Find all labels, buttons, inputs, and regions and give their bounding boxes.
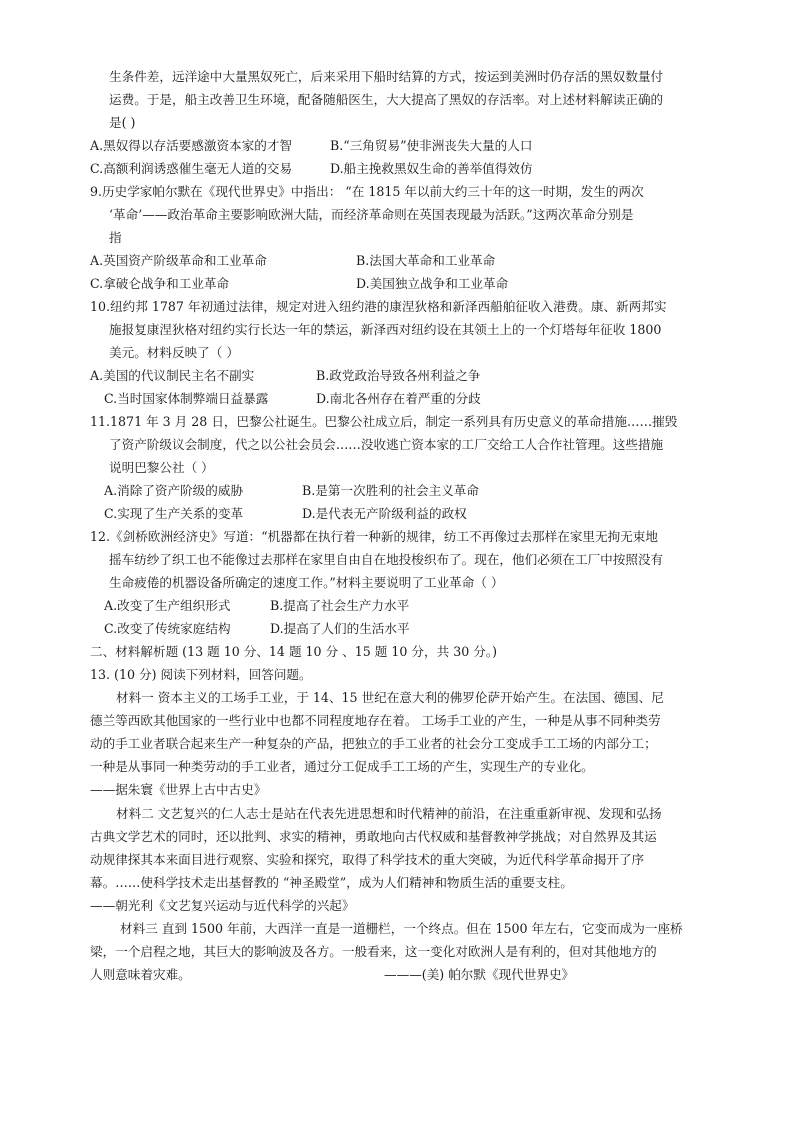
q13-material-2-line-3: 动规律探其本来面目进行观察、实验和探究，取得了科学技术的重大突破，为近代科学革命揭开了序 xyxy=(90,852,645,867)
q13-material-3-source: ———(美) 帕尔默《现代世界史》 xyxy=(384,967,575,982)
q13-material-1-source: ——据朱寰《世界上古中古史》 xyxy=(90,782,267,797)
q11-option-d: D.是代表无产阶级利益的政权 xyxy=(302,506,467,521)
q8-line-2: 运费。于是，船主改善卫生环境，配备随船医生，大大提高了黑奴的存活率。对上述材料解读正确的 xyxy=(109,92,664,107)
q8-option-b: B.“三角贸易”使非洲丧失大量的人口 xyxy=(330,138,533,153)
q13-material-2-line-1: 材料二 文艺复兴的仁人志士是站在代表先进思想和时代精神的前沿，在注重重新审视、发现和弘扬 xyxy=(116,806,662,821)
q10-option-b: B.政党政治导致各州利益之争 xyxy=(316,368,481,383)
q12-option-c: C.改变了传统家庭结构 xyxy=(104,621,231,636)
q9-line-2: ‘革命’——政治革命主要影响欧洲大陆，而经济革命则在英国表现最为活跃。”这两次革命分别是 xyxy=(109,207,634,222)
q12-option-a: A.改变了生产组织形式 xyxy=(104,598,231,613)
q8-option-d: D.船主挽救黑奴生命的善举值得效仿 xyxy=(330,161,533,176)
q13-material-1-line-2: 德兰等西欧其他国家的一些行业中也都不同程度地存在着。 工场手工业的产生，一种是从事不同种类劳 xyxy=(90,713,661,728)
q8-line-3: 是( ) xyxy=(109,115,136,130)
q12-line-1: 12.《剑桥欧洲经济史》写道：“机器都在执行着一种新的规律，纺工不再像过去那样在家里无拘无束地 xyxy=(90,529,658,544)
q12-line-2: 摇车纺纱了织工也不能像过去那样在家里自由自在地投梭织布了。现在，他们必须在工厂中按照没有 xyxy=(109,552,664,567)
q13-material-3-line-2: 梁，一个启程之地，其巨大的影响波及各方。一般看来，这一变化对欧洲人是有利的，但对其他地方的 xyxy=(90,944,657,959)
q13-material-1-line-3: 动的手工业者联合起来生产一种复杂的产品，把独立的手工业者的社会分工变成手工工场的内部分工； xyxy=(90,736,657,751)
q11-line-1: 11.1871 年 3 月 28 日，巴黎公社诞生。巴黎公社成立后，制定一系列具有历史意义的革命措施……摧毁 xyxy=(90,414,678,429)
q9-line-3: 指 xyxy=(109,230,122,245)
q10-option-d: D.南北各州存在着严重的分歧 xyxy=(316,391,481,406)
q13-material-2-line-2: 古典文学艺术的同时，还以批判、求实的精神，勇敢地向古代权威和基督教神学挑战；对自然界及其运 xyxy=(90,829,657,844)
q13-material-2-source: ——朝光利《文艺复兴运动与近代科学的兴起》 xyxy=(90,898,355,913)
q13-intro: 13. (10 分) 阅读下列材料，回答问题。 xyxy=(90,667,312,682)
q11-line-2: 了资产阶级议会制度，代之以公社会员会……没收逃亡资本家的工厂交给工人合作社管理。这些措施 xyxy=(109,437,664,452)
q11-option-a: A.消除了资产阶级的威胁 xyxy=(104,483,244,498)
q10-line-1: 10.纽约邦 1787 年初通过法律，规定对进入纽约港的康涅狄格和新泽西船舶征收入港费。康、新两邦实 xyxy=(90,299,667,314)
q12-option-b: B.提高了社会生产力水平 xyxy=(270,598,410,613)
q13-material-3-line-1: 材料三 直到 1500 年前，大西洋一直是一道栅栏，一个终点。但在 1500 年左右，它变而成为一座桥 xyxy=(120,921,683,936)
q9-option-c: C.拿破仑战争和工业革命 xyxy=(90,276,230,291)
q12-line-3: 生命疲倦的机器设备所确定的速度工作。”材料主要说明了工业革命（ ） xyxy=(109,575,504,590)
q10-line-3: 美元。材料反映了（ ） xyxy=(109,345,239,360)
q9-line-1: 9.历史学家帕尔默在《现代世界史》中指出： “在 1815 年以前大约三十年的这一时期，发生的两次 xyxy=(90,184,644,199)
q13-material-1-line-1: 材料一 资本主义的工场手工业，于 14、15 世纪在意大利的佛罗伦萨开始产生。在法国、德国、尼 xyxy=(116,690,664,705)
q8-option-a: A.黑奴得以存活要感激资本家的才智 xyxy=(90,138,293,153)
q12-option-d: D.提高了人们的生活水平 xyxy=(270,621,410,636)
q11-line-3: 说明巴黎公社（ ） xyxy=(109,460,214,475)
section-2-heading: 二、材料解析题 (13 题 10 分、14 题 10 分 、15 题 10 分，共 30 分。) xyxy=(90,644,498,659)
q9-option-a: A.英国资产阶级革命和工业革命 xyxy=(90,253,267,268)
q13-material-2-line-4: 幕。……使科学技术走出基督教的 “神圣殿堂”，成为人们精神和物质生活的重要支柱。 xyxy=(90,875,573,890)
q13-material-1-line-4: 一种是从事同一种类劳动的手工业者，通过分工促成手工工场的产生，实现生产的专业化。 xyxy=(90,759,594,774)
q9-option-d: D.美国独立战争和工业革命 xyxy=(356,276,509,291)
q10-option-c: C.当时国家体制弊端日益暴露 xyxy=(104,391,269,406)
q11-option-b: B.是第一次胜利的社会主义革命 xyxy=(302,483,479,498)
q9-option-b: B.法国大革命和工业革命 xyxy=(356,253,496,268)
q11-option-c: C.实现了生产关系的变革 xyxy=(104,506,244,521)
q8-line-1: 生条件差，远洋途中大量黑奴死亡，后来采用下船时结算的方式，按运到美洲时仍存活的黑奴数量付 xyxy=(109,69,664,84)
q13-material-3-line-3: 人则意味着灾难。 xyxy=(90,967,191,982)
q10-line-2: 施报复康涅狄格对纽约实行长达一年的禁运，新泽西对纽约设在其领土上的一个灯塔每年征收 1800 xyxy=(109,322,662,337)
q8-option-c: C.高额利润诱惑催生毫无人道的交易 xyxy=(90,161,293,176)
q10-option-a: A.美国的代议制民主名不副实 xyxy=(90,368,255,383)
